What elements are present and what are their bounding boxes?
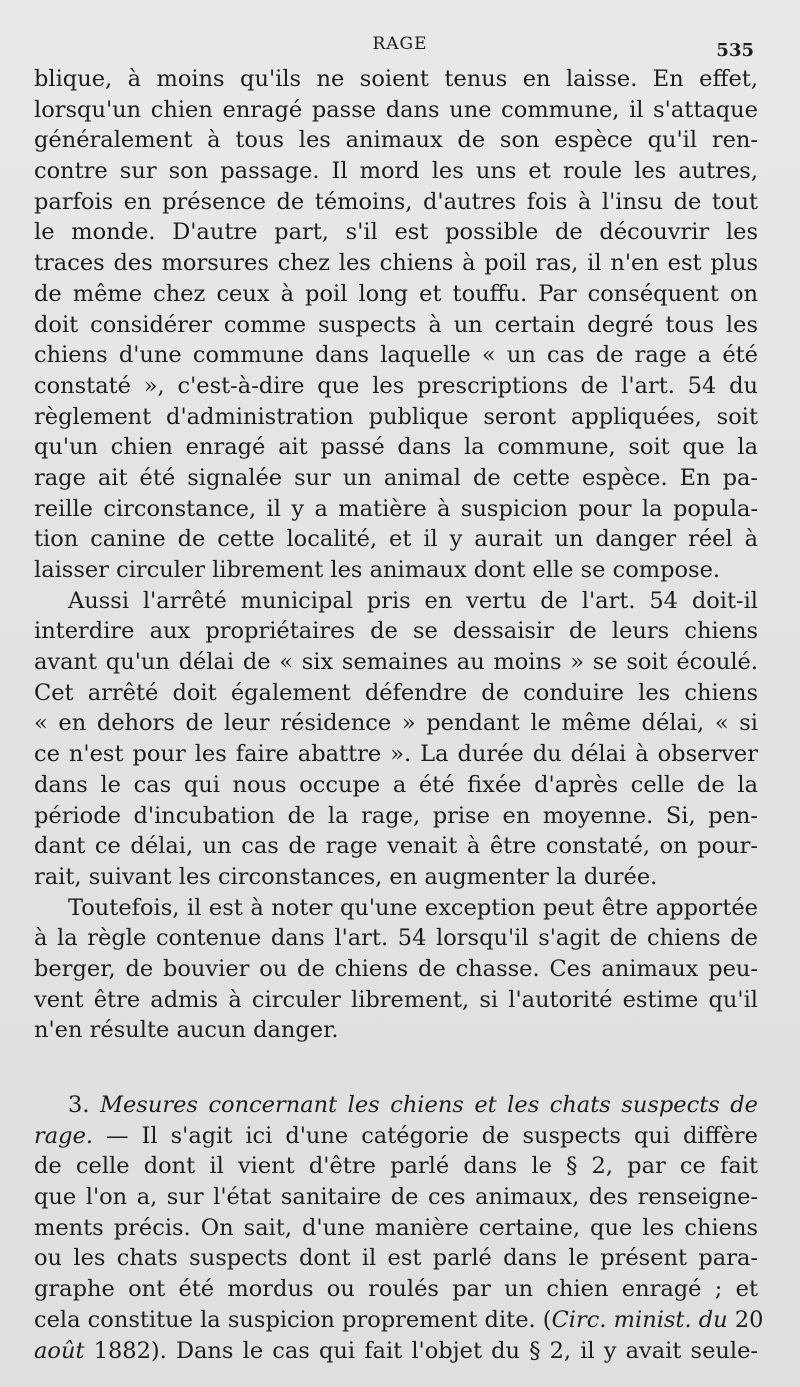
text-line: de celle dont il vient d'être parlé dans le § 2, par ce fait [34, 1153, 758, 1180]
running-title: RAGE [372, 34, 428, 54]
text-fragment: — Il s'agit ici d'une catégorie de suspects qui diffère [93, 1122, 758, 1149]
text-line: doit considérer comme suspects à un certain degré tous les [34, 311, 758, 338]
section-heading-line [34, 1090, 758, 1121]
text-line: période d'incubation de la rage, prise en moyenne. Si, pen- [34, 802, 758, 829]
text-fragment: cela constitue la suspicion proprement dite. ( [34, 1306, 552, 1333]
text-line: Cet arrêté doit également défendre de conduire les chiens [34, 679, 758, 706]
text-line: ments précis. On sait, d'une manière certaine, que les chiens [34, 1214, 758, 1241]
text-line: de même chez ceux à poil long et touffu. Par conséquent on [34, 280, 758, 307]
citation: Circ. minist. du [551, 1306, 728, 1333]
text-line: traces des morsures chez les chiens à poil ras, il n'en est plus [34, 250, 758, 277]
text-line: rage ait été signalée sur un animal de cette espèce. En pa- [34, 464, 758, 491]
running-head [0, 34, 800, 61]
text-line: tion canine de cette localité, et il y aurait un danger réel à [34, 526, 758, 553]
text-line: à la règle contenue dans l'art. 54 lorsqu'il s'agit de chiens de [34, 925, 758, 952]
text-line: généralement à tous les animaux de son espèce qu'il ren- [34, 127, 758, 154]
citation-number: 20 [727, 1306, 764, 1333]
text-line: Toutefois, il est à noter qu'une exception peut être apportée [68, 894, 758, 921]
text-line: ou les chats suspects dont il est parlé dans le présent para- [34, 1245, 758, 1272]
section-title-end: rage. [34, 1122, 94, 1149]
text-line: avant qu'un délai de « six semaines au moins » se soit écoulé. [34, 649, 758, 676]
text-line [34, 1305, 764, 1336]
text-line: chiens d'une commune dans laquelle « un cas de rage a été [34, 342, 758, 369]
text-line: « en dehors de leur résidence » pendant le même délai, « si [34, 710, 758, 737]
text-line: n'en résulte aucun danger. [34, 1017, 339, 1044]
page-number: 535 [716, 40, 754, 61]
text-line: blique, à moins qu'ils ne soient tenus en laisse. En effet, [34, 66, 758, 92]
citation-month: août [34, 1337, 85, 1364]
text-line: laisser circuler librement les animaux dont elle se compose. [34, 557, 721, 583]
paragraph-3 [34, 893, 758, 1046]
text-line: interdire aux propriétaires de se dessaisir de leurs chiens [34, 618, 758, 645]
section-number: 3. [68, 1092, 90, 1118]
text-line: reille circonstance, il y a matière à suspicion pour la popula- [34, 495, 758, 522]
text-line: rait, suivant les circonstances, en augmenter la durée. [34, 863, 658, 890]
text-line: vent être admis à circuler librement, si l'autorité estime qu'il [34, 986, 758, 1013]
text-line: berger, de bouvier ou de chiens de chasse. Ces animaux peu- [34, 955, 758, 982]
section-title: Mesures concernant les chiens et les chats suspects de [99, 1092, 758, 1118]
text-line: règlement d'administration publique seront appliquées, soit [34, 403, 758, 430]
text-line: Aussi l'arrêté municipal pris en vertu de l'art. 54 doit-il [68, 587, 758, 614]
text-line: dant ce délai, un cas de rage venait à être constaté, on pour- [34, 833, 758, 860]
body-text [34, 64, 764, 1366]
section-spacing [34, 1046, 758, 1090]
text-line: lorsqu'un chien enragé passe dans une commune, il s'attaque [34, 96, 758, 123]
text-line [34, 1336, 758, 1367]
text-line: qu'un chien enragé ait passé dans la commune, soit que la [34, 434, 758, 461]
paragraph-1 [34, 64, 758, 586]
text-line: dans le cas qui nous occupe a été fixée d'après celle de la [34, 771, 758, 798]
text-line [34, 1121, 758, 1152]
text-line: constaté », c'est-à-dire que les prescriptions de l'art. 54 du [34, 372, 758, 399]
text-line: que l'on a, sur l'état sanitaire de ces animaux, des renseigne- [34, 1184, 758, 1211]
text-line: graphe ont été mordus ou roulés par un chien enragé ; et [34, 1276, 758, 1303]
text-line: parfois en présence de témoins, d'autres fois à l'insu de tout [34, 188, 758, 215]
text-fragment: 1882). Dans le cas qui fait l'objet du § 2, il y avait seule- [84, 1337, 758, 1364]
text-line: ce n'est pour les faire abattre ». La durée du délai à observer [34, 741, 758, 768]
section-3 [34, 1090, 764, 1366]
paragraph-2 [34, 586, 758, 893]
text-line: le monde. D'autre part, s'il est possible de découvrir les [34, 219, 758, 246]
text-line: contre sur son passage. Il mord les uns et roule les autres, [34, 158, 758, 185]
